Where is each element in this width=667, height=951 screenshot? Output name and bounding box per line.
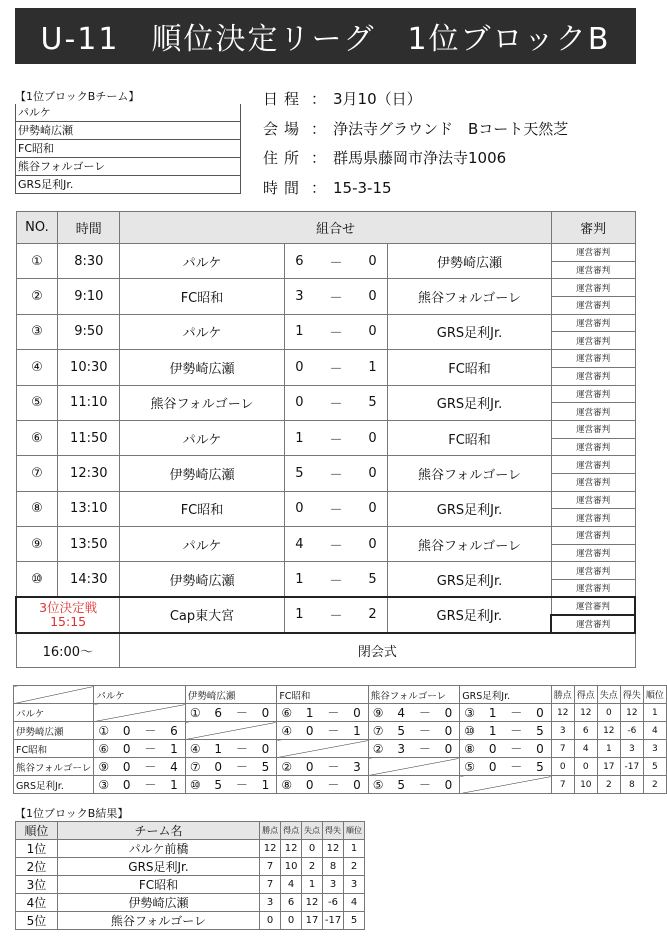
results-stat: 4: [344, 894, 365, 912]
home-team: Cap東大宮: [120, 597, 285, 632]
score-dash: －: [314, 456, 358, 491]
cross-table: [13, 685, 667, 794]
match-row: [16, 314, 635, 332]
info-value: 15-3-15: [333, 178, 392, 197]
referee-1: 運営審判: [551, 562, 635, 580]
home-team: 熊谷フォルゴーレ: [120, 385, 285, 420]
third-place-label: 3位決定戦: [39, 599, 98, 615]
cross-self-cell: [460, 776, 551, 794]
away-team: GRS足利Jr.: [388, 314, 552, 349]
info-key: 会場: [263, 119, 306, 138]
away-team: FC昭和: [388, 350, 552, 385]
referee-2: 運営審判: [551, 367, 635, 385]
match-time: 14:30: [58, 562, 120, 597]
results-row: [16, 858, 365, 876]
col-time: 時間: [58, 212, 120, 244]
results-stat: 0: [260, 912, 281, 930]
referee-1: 運営審判: [551, 597, 635, 615]
cross-row-team: 熊谷フォルゴーレ: [14, 758, 94, 776]
schedule-table: [15, 211, 636, 668]
cross-stat: 12: [551, 704, 574, 722]
away-team: 熊谷フォルゴーレ: [388, 456, 552, 491]
results-stat: 17: [302, 912, 323, 930]
home-score: 3: [284, 279, 314, 314]
referee-2: 運営審判: [551, 544, 635, 562]
score-dash: －: [314, 350, 358, 385]
cross-stat: 3: [643, 740, 666, 758]
home-team: 伊勢崎広瀬: [120, 350, 285, 385]
info-value: 3月10（日）: [333, 90, 422, 108]
away-team: FC昭和: [388, 420, 552, 455]
results-col-header: 失点: [302, 822, 323, 840]
home-team: 伊勢崎広瀬: [120, 562, 285, 597]
away-score: 5: [358, 385, 388, 420]
cross-stat: 0: [597, 704, 620, 722]
cross-row-team: FC昭和: [14, 740, 94, 758]
match-time: 11:50: [58, 420, 120, 455]
results-col-header: チーム名: [57, 822, 259, 840]
results-stat: 12: [302, 894, 323, 912]
info-value: 浄法寺グラウンド Bコート天然芝: [333, 119, 569, 138]
referee-1: 運営審判: [551, 314, 635, 332]
results-stat: -6: [323, 894, 344, 912]
away-team: 伊勢崎広瀬: [388, 244, 552, 279]
results-stat: 1: [302, 876, 323, 894]
cross-header: [14, 686, 667, 704]
results-label: 【1位ブロックB結果】: [15, 807, 129, 820]
match-time: 12:30: [58, 456, 120, 491]
cross-result: ① 6 － 0: [185, 704, 276, 722]
cross-stat: 2: [597, 776, 620, 794]
cross-row: [14, 758, 667, 776]
home-team: パルケ: [120, 314, 285, 349]
match-time: 9:50: [58, 314, 120, 349]
away-team: 熊谷フォルゴーレ: [388, 527, 552, 562]
cross-result: ⑦ 0 － 5: [185, 758, 276, 776]
results-stat: 2: [344, 858, 365, 876]
home-score: 6: [284, 244, 314, 279]
away-score: 0: [358, 244, 388, 279]
results-row: [16, 876, 365, 894]
info-venue-row: 会場 ： 浄法寺グラウンド Bコート天然芝: [263, 115, 568, 145]
cross-stat: 3: [551, 722, 574, 740]
cross-stat: 7: [551, 776, 574, 794]
cross-row-team: パルケ: [14, 704, 94, 722]
results-row: [16, 912, 365, 930]
match-time: 13:10: [58, 491, 120, 526]
home-score: 1: [284, 562, 314, 597]
away-score: 0: [358, 527, 388, 562]
col-no: NO.: [16, 212, 58, 244]
info-time-row: 時間 ： 15-3-15: [263, 174, 568, 204]
cross-row-team: GRS足利Jr.: [14, 776, 94, 794]
referee-1: 運営審判: [551, 491, 635, 509]
cross-result: ① 0 － 6: [94, 722, 185, 740]
cross-self-cell: [277, 740, 368, 758]
match-row: [16, 385, 635, 403]
away-score: 0: [358, 279, 388, 314]
team-list: [15, 90, 241, 194]
results-stat: 0: [281, 912, 302, 930]
home-score: 1: [284, 420, 314, 455]
closing-row: [16, 633, 635, 668]
results-col-header: 勝点: [260, 822, 281, 840]
cross-result: ⑤ 0 － 5: [460, 758, 551, 776]
cross-stat-header: 得失: [620, 686, 643, 704]
results-stat: 3: [344, 876, 365, 894]
score-dash: －: [314, 314, 358, 349]
results-team: GRS足利Jr.: [57, 858, 259, 876]
cross-stat: -6: [620, 722, 643, 740]
cross-stat: 1: [643, 704, 666, 722]
home-team: 伊勢崎広瀬: [120, 456, 285, 491]
page-title: U-11 順位決定リーグ 1位ブロックB: [15, 8, 636, 64]
results-stat: 3: [323, 876, 344, 894]
col-referee: 審判: [551, 212, 635, 244]
info-address-row: 住所 ： 群馬県藤岡市浄法寺1006: [263, 144, 568, 174]
away-score: 1: [358, 350, 388, 385]
match-time: 11:10: [58, 385, 120, 420]
cross-self-cell: [185, 722, 276, 740]
cross-row-team: 伊勢崎広瀬: [14, 722, 94, 740]
team-list-item: FC昭和: [15, 140, 241, 158]
third-place-cell: [16, 597, 120, 632]
cross-row: [14, 776, 667, 794]
cross-stat: 10: [574, 776, 597, 794]
score-dash: －: [314, 491, 358, 526]
match-time: 8:30: [58, 244, 120, 279]
results-team: FC昭和: [57, 876, 259, 894]
match-no: ⑤: [16, 385, 58, 420]
results-stat: 3: [260, 894, 281, 912]
home-team: パルケ: [120, 527, 285, 562]
results-stat: 8: [323, 858, 344, 876]
team-list-label: 【1位ブロックBチーム】: [15, 90, 140, 103]
score-dash: －: [314, 420, 358, 455]
score-dash: －: [314, 279, 358, 314]
score-dash: －: [314, 385, 358, 420]
cross-result: ⑤ 5 － 0: [368, 776, 459, 794]
away-team: GRS足利Jr.: [388, 597, 552, 632]
results-col-header: 順位: [16, 822, 58, 840]
results-stat: -17: [323, 912, 344, 930]
away-team: GRS足利Jr.: [388, 491, 552, 526]
referee-1: 運営審判: [551, 350, 635, 368]
results-stat: 5: [344, 912, 365, 930]
results-row: [16, 840, 365, 858]
cross-result: ⑦ 5 － 0: [368, 722, 459, 740]
cross-result: ⑥ 1 － 0: [277, 704, 368, 722]
match-row: [16, 420, 635, 438]
referee-2: 運営審判: [551, 615, 635, 633]
match-row: [16, 527, 635, 545]
match-row: [16, 456, 635, 474]
team-list-item: GRS足利Jr.: [15, 176, 241, 194]
match-no: ⑩: [16, 562, 58, 597]
results-stat: 1: [344, 840, 365, 858]
referee-1: 運営審判: [551, 456, 635, 474]
results-stat: 6: [281, 894, 302, 912]
cross-result: ⑧ 0 － 0: [460, 740, 551, 758]
cross-stat-header: 勝点: [551, 686, 574, 704]
cross-stat: 8: [620, 776, 643, 794]
away-score: 0: [358, 456, 388, 491]
results-col-header: 得失: [323, 822, 344, 840]
home-score: 4: [284, 527, 314, 562]
cross-stat: -17: [620, 758, 643, 776]
referee-2: 運営審判: [551, 438, 635, 456]
team-list-item: 伊勢崎広瀬: [15, 122, 241, 140]
closing-time: 16:00～: [16, 633, 120, 668]
referee-1: 運営審判: [551, 527, 635, 545]
cross-stat: 12: [597, 722, 620, 740]
cross-row: [14, 740, 667, 758]
match-no: ④: [16, 350, 58, 385]
cross-stat: 0: [551, 758, 574, 776]
match-time: 13:50: [58, 527, 120, 562]
cross-row: [14, 704, 667, 722]
away-score: 0: [358, 314, 388, 349]
home-score: 0: [284, 491, 314, 526]
third-place-row: [16, 597, 635, 615]
away-team: 熊谷フォルゴーレ: [388, 279, 552, 314]
cross-col-header: GRS足利Jr.: [460, 686, 551, 704]
cross-stat: 12: [574, 704, 597, 722]
away-score: 5: [358, 562, 388, 597]
referee-2: 運営審判: [551, 403, 635, 421]
match-time: 9:10: [58, 279, 120, 314]
cross-stat-header: 得点: [574, 686, 597, 704]
results-col-header: 順位: [344, 822, 365, 840]
info-value: 群馬県藤岡市浄法寺1006: [333, 149, 507, 167]
match-no: ③: [16, 314, 58, 349]
match-row: [16, 244, 635, 262]
results-stat: 4: [281, 876, 302, 894]
cross-col-header: FC昭和: [277, 686, 368, 704]
home-team: FC昭和: [120, 491, 285, 526]
home-score: 0: [284, 350, 314, 385]
info-key: 時間: [263, 178, 306, 197]
referee-2: 運営審判: [551, 509, 635, 527]
score-dash: －: [314, 562, 358, 597]
results-stat: 12: [323, 840, 344, 858]
results-table: [15, 821, 365, 930]
away-team: GRS足利Jr.: [388, 562, 552, 597]
results-stat: 10: [281, 858, 302, 876]
info-key: 住所: [263, 149, 306, 167]
results-stat: 7: [260, 876, 281, 894]
cross-self-cell: [94, 704, 185, 722]
closing-label: 閉会式: [120, 633, 635, 668]
match-row: [16, 491, 635, 509]
home-score: 1: [284, 597, 314, 632]
match-no: ⑨: [16, 527, 58, 562]
referee-2: 運営審判: [551, 332, 635, 350]
home-score: 1: [284, 314, 314, 349]
score-dash: －: [314, 244, 358, 279]
cross-result: ⑨ 0 － 4: [94, 758, 185, 776]
referee-2: 運営審判: [551, 473, 635, 491]
cross-stat: 2: [643, 776, 666, 794]
cross-stat: 5: [643, 758, 666, 776]
cross-result: ⑩ 5 － 1: [185, 776, 276, 794]
score-dash: －: [314, 597, 358, 632]
team-list-item: 熊谷フォルゴーレ: [15, 158, 241, 176]
home-score: 5: [284, 456, 314, 491]
cross-stat: 17: [597, 758, 620, 776]
referee-1: 運営審判: [551, 385, 635, 403]
referee-1: 運営審判: [551, 244, 635, 262]
results-stat: 0: [302, 840, 323, 858]
results-team: パルケ前橋: [57, 840, 259, 858]
schedule-header: [16, 212, 635, 244]
cross-col-header: 伊勢崎広瀬: [185, 686, 276, 704]
cross-stat: 4: [574, 740, 597, 758]
third-place-time: 15:15: [50, 613, 87, 629]
cross-stat: 6: [574, 722, 597, 740]
cross-result: ④ 1 － 0: [185, 740, 276, 758]
cross-row: [14, 722, 667, 740]
cross-stat-header: 順位: [643, 686, 666, 704]
results-col-header: 得点: [281, 822, 302, 840]
cross-stat: 3: [620, 740, 643, 758]
cross-corner: [14, 686, 94, 704]
col-match: 組合せ: [120, 212, 552, 244]
referee-1: 運営審判: [551, 420, 635, 438]
results-stat: 12: [260, 840, 281, 858]
cross-stat-header: 失点: [597, 686, 620, 704]
cross-stat: 4: [643, 722, 666, 740]
referee-2: 運営審判: [551, 261, 635, 279]
results-stat: 2: [302, 858, 323, 876]
event-info: [263, 85, 568, 203]
results-rank: 5位: [16, 912, 58, 930]
match-time: 10:30: [58, 350, 120, 385]
cross-result: ⑨ 4 － 0: [368, 704, 459, 722]
match-no: ②: [16, 279, 58, 314]
cross-result: ② 0 － 3: [277, 758, 368, 776]
home-team: FC昭和: [120, 279, 285, 314]
cross-stat: 0: [574, 758, 597, 776]
results-stat: 7: [260, 858, 281, 876]
cross-result: ⑧ 0 － 0: [277, 776, 368, 794]
cross-col-header: 熊谷フォルゴーレ: [368, 686, 459, 704]
results-rank: 3位: [16, 876, 58, 894]
match-no: ⑧: [16, 491, 58, 526]
results-team: 伊勢崎広瀬: [57, 894, 259, 912]
away-score: 0: [358, 420, 388, 455]
cross-stat: 1: [597, 740, 620, 758]
away-score: 2: [358, 597, 388, 632]
team-list-item: パルケ: [15, 104, 241, 122]
cross-result: ④ 0 － 1: [277, 722, 368, 740]
home-team: パルケ: [120, 420, 285, 455]
home-score: 0: [284, 385, 314, 420]
cross-result: ② 3 － 0: [368, 740, 459, 758]
match-row: [16, 279, 635, 297]
results-row: [16, 894, 365, 912]
cross-self-cell: [368, 758, 459, 776]
referee-2: 運営審判: [551, 297, 635, 315]
match-no: ①: [16, 244, 58, 279]
match-no: ⑥: [16, 420, 58, 455]
results-team: 熊谷フォルゴーレ: [57, 912, 259, 930]
match-row: [16, 350, 635, 368]
cross-result: ③ 0 － 1: [94, 776, 185, 794]
cross-result: ③ 1 － 0: [460, 704, 551, 722]
cross-result: ⑥ 0 － 1: [94, 740, 185, 758]
away-team: GRS足利Jr.: [388, 385, 552, 420]
home-team: パルケ: [120, 244, 285, 279]
results-rank: 2位: [16, 858, 58, 876]
away-score: 0: [358, 491, 388, 526]
info-date-row: 日程 ： 3月10（日）: [263, 85, 568, 115]
results-rank: 1位: [16, 840, 58, 858]
score-dash: －: [314, 527, 358, 562]
results-header: [16, 822, 365, 840]
cross-result: ⑩ 1 － 5: [460, 722, 551, 740]
referee-1: 運営審判: [551, 279, 635, 297]
cross-stat: 7: [551, 740, 574, 758]
referee-2: 運営審判: [551, 580, 635, 598]
match-no: ⑦: [16, 456, 58, 491]
cross-col-header: パルケ: [94, 686, 185, 704]
match-row: [16, 562, 635, 580]
results-rank: 4位: [16, 894, 58, 912]
results-stat: 12: [281, 840, 302, 858]
cross-stat: 12: [620, 704, 643, 722]
info-key: 日程: [263, 90, 306, 108]
